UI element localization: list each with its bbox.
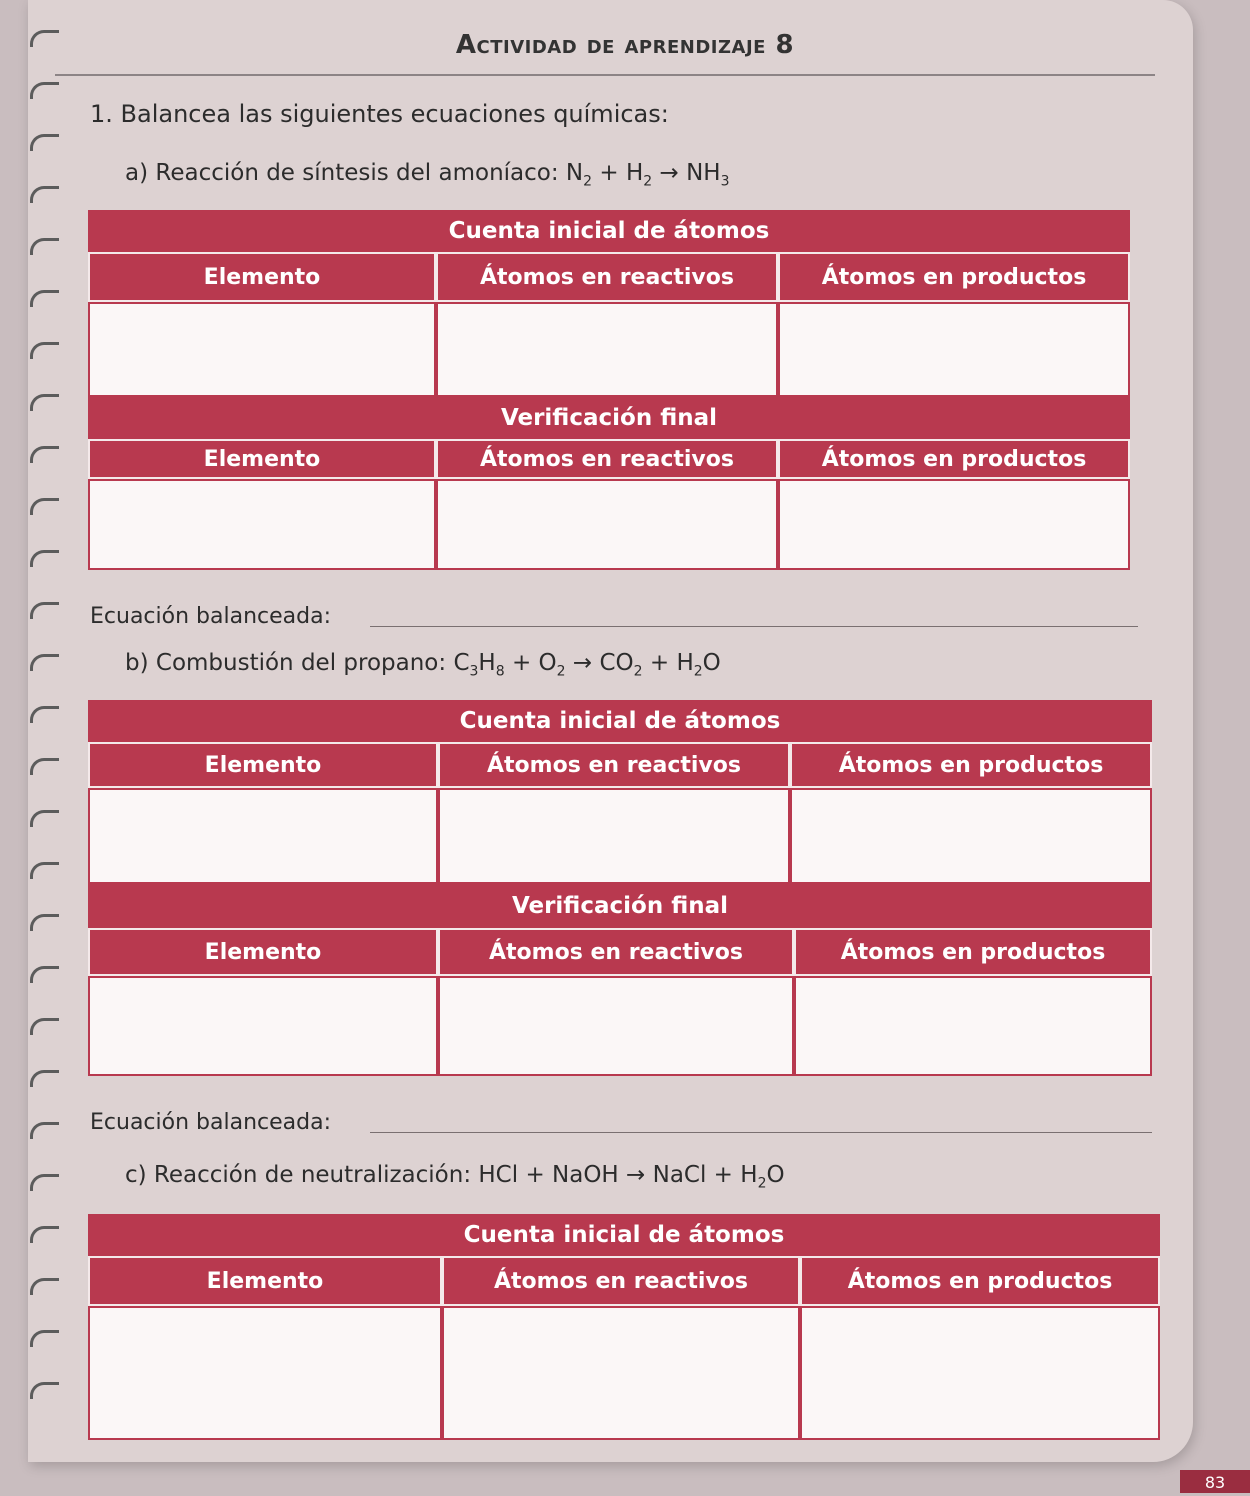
spiral-binding xyxy=(0,0,48,1462)
col-element: Elemento xyxy=(88,742,438,788)
table-b-initial-title: Cuenta inicial de átomos xyxy=(88,700,1152,742)
spiral-ring xyxy=(30,238,59,255)
col-reactants: Átomos en reactivos xyxy=(438,742,790,788)
spiral-ring xyxy=(30,706,59,723)
col-element: Elemento xyxy=(88,439,436,479)
spiral-ring xyxy=(30,1174,59,1191)
section-a-answer-line[interactable] xyxy=(370,626,1138,627)
table-b-initial-body-row xyxy=(88,788,1152,884)
table-b-final-body-row xyxy=(88,976,1152,1076)
col-element: Elemento xyxy=(88,252,436,302)
spiral-ring xyxy=(30,654,59,671)
spiral-ring xyxy=(30,550,59,567)
table-a-initial-title: Cuenta inicial de átomos xyxy=(88,210,1130,252)
spiral-ring xyxy=(30,290,59,307)
spiral-ring xyxy=(30,498,59,515)
table-c-initial-header-row xyxy=(88,1256,1160,1306)
cell-products[interactable] xyxy=(778,479,1130,570)
cell-reactants[interactable] xyxy=(442,1306,800,1440)
cell-reactants[interactable] xyxy=(438,976,794,1076)
col-products: Átomos en productos xyxy=(800,1256,1160,1306)
table-a-final-header-row xyxy=(88,439,1130,479)
spiral-ring xyxy=(30,1122,59,1139)
cell-element[interactable] xyxy=(88,479,436,570)
table-a-final-body-row xyxy=(88,479,1130,570)
table-c xyxy=(88,1214,1160,1440)
table-b-final-header-row xyxy=(88,928,1152,976)
spiral-ring xyxy=(30,914,59,931)
cell-reactants[interactable] xyxy=(436,479,778,570)
cell-element[interactable] xyxy=(88,1306,442,1440)
table-a xyxy=(88,210,1130,570)
table-b-initial-header-row xyxy=(88,742,1152,788)
spiral-ring xyxy=(30,810,59,827)
spiral-ring xyxy=(30,602,59,619)
spiral-ring xyxy=(30,862,59,879)
col-products: Átomos en productos xyxy=(790,742,1152,788)
cell-products[interactable] xyxy=(794,976,1152,1076)
col-products: Átomos en productos xyxy=(778,252,1130,302)
col-element: Elemento xyxy=(88,928,438,976)
col-reactants: Átomos en reactivos xyxy=(442,1256,800,1306)
section-b-equation: $C_3H_8 + O_2 \to CO_2 + H_2O$ xyxy=(453,650,721,680)
section-a-equation: $N_2 + H_2 \to NH_3$ xyxy=(565,160,730,190)
section-c-equation: HCl + NaOH → NaCl + $H_2O$ xyxy=(478,1162,785,1192)
section-b-balanced-label: Ecuación balanceada: xyxy=(90,1110,331,1135)
table-c-initial-body-row xyxy=(88,1306,1160,1440)
table-b-final-title: Verificación final xyxy=(88,884,1152,928)
section-b-heading xyxy=(125,650,721,680)
section-b-label: b) Combustión del propano: xyxy=(125,650,454,676)
col-products: Átomos en productos xyxy=(778,439,1130,479)
cell-products[interactable] xyxy=(778,302,1130,397)
page-title: Actividad de aprendizaje 8 xyxy=(455,30,795,60)
col-element: Elemento xyxy=(88,1256,442,1306)
cell-element[interactable] xyxy=(88,302,436,397)
spiral-ring xyxy=(30,1382,59,1399)
col-products: Átomos en productos xyxy=(794,928,1152,976)
spiral-ring xyxy=(30,186,59,203)
col-reactants: Átomos en reactivos xyxy=(438,928,794,976)
spiral-ring xyxy=(30,1070,59,1087)
spiral-ring xyxy=(30,82,59,99)
section-a-heading xyxy=(125,160,730,190)
col-reactants: Átomos en reactivos xyxy=(436,252,778,302)
cell-reactants[interactable] xyxy=(438,788,790,884)
cell-reactants[interactable] xyxy=(436,302,778,397)
table-a-initial-body-row xyxy=(88,302,1130,397)
table-a-initial-header-row xyxy=(88,252,1130,302)
spiral-ring xyxy=(30,394,59,411)
cell-element[interactable] xyxy=(88,788,438,884)
section-a-label: a) Reacción de síntesis del amoníaco: xyxy=(125,160,566,186)
spiral-ring xyxy=(30,1330,59,1347)
section-c-heading xyxy=(125,1162,785,1192)
question-text: 1. Balancea las siguientes ecuaciones químicas: xyxy=(90,100,669,128)
cell-element[interactable] xyxy=(88,976,438,1076)
spiral-ring xyxy=(30,342,59,359)
spiral-ring xyxy=(30,1018,59,1035)
col-reactants: Átomos en reactivos xyxy=(436,439,778,479)
spiral-ring xyxy=(30,134,59,151)
table-a-final-title: Verificación final xyxy=(88,397,1130,439)
cell-products[interactable] xyxy=(790,788,1152,884)
page-number: 83 xyxy=(1180,1470,1250,1493)
table-b xyxy=(88,700,1152,1076)
table-c-initial-title: Cuenta inicial de átomos xyxy=(88,1214,1160,1256)
section-a-balanced-label: Ecuación balanceada: xyxy=(90,604,331,629)
section-c-label: c) Reacción de neutralización: xyxy=(125,1162,479,1188)
spiral-ring xyxy=(30,966,59,983)
cell-products[interactable] xyxy=(800,1306,1160,1440)
section-b-answer-line[interactable] xyxy=(370,1132,1152,1133)
spiral-ring xyxy=(30,1226,59,1243)
spiral-ring xyxy=(30,1278,59,1295)
spiral-ring xyxy=(30,758,59,775)
title-divider xyxy=(55,74,1155,76)
spiral-ring xyxy=(30,446,59,463)
